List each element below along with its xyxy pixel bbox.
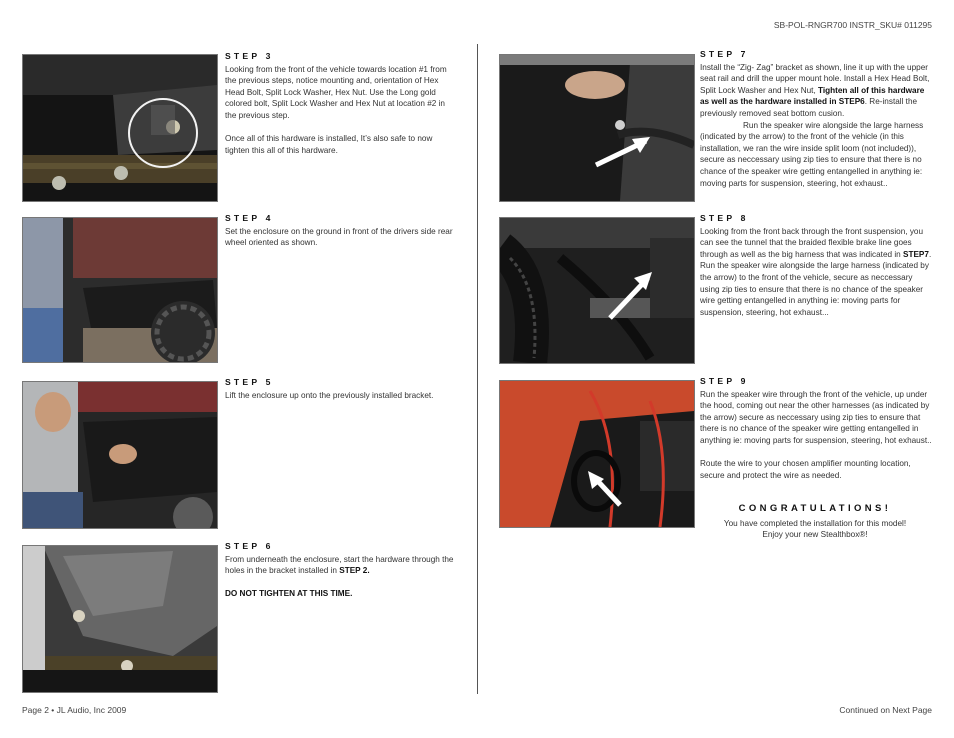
step9-paragraph-2: Route the wire to your chosen amplifier mounting location, secure and protect the wire as needed. [700, 459, 911, 480]
step9-photo [499, 380, 695, 528]
congratulations-block [700, 503, 930, 541]
step8-text [700, 213, 932, 318]
step6-photo [22, 545, 218, 693]
step3-title: STEP 3 [225, 51, 274, 61]
step8-paragraph-1 [700, 226, 932, 319]
step4-title: STEP 4 [225, 213, 274, 223]
page-footer-left: Page 2 • JL Audio, Inc 2009 [22, 705, 127, 715]
step9-title: STEP 9 [700, 376, 749, 386]
step7-title: STEP 7 [700, 49, 749, 59]
step7-paragraph-1-text: Install the “Zig- Zag” bracket as shown, line it up with the upper seat rail and drill the upper mount hole. Install a Hex Head Bolt, Split Lock Washer and Hex Nut, [700, 62, 930, 95]
step8-title: STEP 8 [700, 213, 749, 223]
step3-paragraph-1: Looking from the front of the vehicle towards location #1 from the previous steps, notice mounting and, orientation of Hex Head Bolt, Split Lock Washer, Hex Nut. Use the Long gold colored bolt, Split Lock Washer and Hex Nut at location #2 in the previous step. [225, 64, 447, 120]
step8-paragraph-1-end: . Run the speaker wire alongside the large harness (indicated by the arrow) to the front of the vehicle, secure as neccessary using zip ties to ensure that there is no chance of the speaker wire getting entangelled in anything ie: moving parts for suspension, steering, hot exhaust... [700, 249, 932, 317]
step3-photo [22, 54, 218, 202]
congratulations-line-1: You have completed the installation for this model! [723, 518, 907, 528]
step7-paragraph-1 [700, 62, 932, 120]
step6-paragraph-1 [225, 554, 455, 577]
step8-reference: STEP7 [903, 249, 929, 259]
step4-text [225, 213, 455, 249]
step9-text [700, 376, 932, 481]
document-code: SB-POL-RNGR700 INSTR_SKU# 011295 [773, 20, 932, 30]
column-divider [477, 44, 478, 694]
step5-title: STEP 5 [225, 377, 274, 387]
step9-paragraph-1: Run the speaker wire through the front of the vehicle, up under the hood, coming out near the other harnesses (as indicated by the arrow) secure as neccessary using zip ties to ensure that there is no chance of the speaker wire getting entangelled in anything ie: moving parts for suspension, steering, hot exhaust.. [700, 389, 932, 445]
step5-paragraph-1: Lift the enclosure up onto the previously installed bracket. [225, 390, 434, 400]
congratulations-title: CONGRATULATIONS! [738, 503, 892, 514]
congratulations-line-2: Enjoy your new Stealthbox®! [762, 530, 868, 540]
step6-warning: DO NOT TIGHTEN AT THIS TIME. [225, 589, 353, 599]
step7-paragraph-1-end: . Re-install the previously removed seat bottom cusion. [700, 97, 918, 118]
step7-text [700, 49, 932, 189]
step5-text [225, 377, 455, 401]
step4-photo [22, 217, 218, 363]
page-footer-continued: Continued on Next Page [839, 705, 932, 715]
step7-paragraph-2: Run the speaker wire alongside the large harness (indicated by the arrow) to the front of the vehicle (in this installation, we ran the wire inside split loom (not included)), secure as neccessary using zip ties to ensure that there is no chance of the speaker wire getting entangelled in anything ie: moving parts for suspension, steering, hot exhaust.. [700, 120, 924, 188]
step5-photo [22, 381, 218, 529]
step6-paragraph-1-text: From underneath the enclosure, start the hardware through the holes in the bracket installed in [225, 554, 454, 576]
step7-photo [499, 54, 695, 202]
step3-paragraph-2: Once all of this hardware is installed, It’s also safe to now tighten this all of this hardware. [225, 134, 433, 155]
step7-tighten-note: Tighten all of this hardware as well as the hardware installed in STEP6 [700, 85, 925, 107]
step6-text [225, 541, 455, 600]
step4-paragraph-1: Set the enclosure on the ground in front of the drivers side rear wheel oriented as shown. [225, 226, 453, 248]
step3-text [225, 51, 455, 156]
step8-paragraph-1-text: Looking from the front back through the front suspension, you can see the tunnel that the braided flexible brake line goes through as well as the big harness that was indicated in [700, 226, 924, 259]
step8-photo [499, 217, 695, 364]
step6-reference: STEP 2. [339, 566, 370, 576]
step6-title: STEP 6 [225, 541, 274, 551]
